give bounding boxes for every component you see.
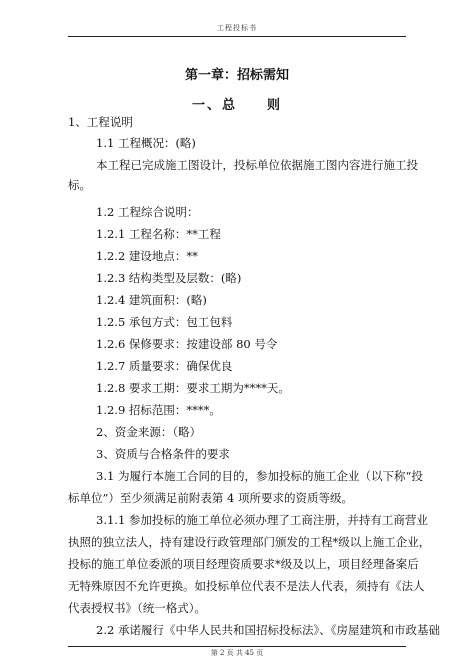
item-1-2-8: 1.2.8 要求工期：要求工期为****天。: [96, 381, 290, 395]
item-1-2-2: 1.2.2 建设地点：**: [96, 249, 198, 263]
paragraph-line: 代表授权书》（统一格式）。: [68, 601, 206, 615]
item-3-1: 3.1 为履行本施工合同的目的，参加投标的施工企业（以下称“投: [96, 469, 423, 483]
item-1-2-7: 1.2.7 质量要求：确保优良: [96, 359, 233, 373]
item-1-2-1: 1.2.1 工程名称：**工程: [96, 227, 221, 241]
paragraph-line: 执照的独立法人，持有建设行政管理部门颁发的工程*级以上施工企业，: [68, 535, 431, 549]
item-1-2-6: 1.2.6 保修要求：按建设部 80 号令: [96, 337, 278, 351]
page-footer: 第 2 页 共 45 页: [68, 646, 406, 659]
heading-project-description: 1、工程说明: [68, 115, 133, 129]
item-1-2-4: 1.2.4 建筑面积：(略): [96, 293, 207, 307]
item-2-2: 2.2 承诺履行《中华人民共和国招标投标法》、《房屋建筑和市政基础: [96, 623, 440, 637]
item-1-2: 1.2 工程综合说明：: [96, 205, 199, 219]
paragraph-line: 标。: [68, 178, 91, 192]
paragraph-line: 投标的施工单位委派的项目经理资质要求*级及以上，项目经理备案后: [68, 557, 419, 571]
item-1-2-3: 1.2.3 结构类型及层数：(略): [96, 271, 242, 285]
paragraph-line: 标单位”）至少须满足前附表第 4 项所要求的资质等级。: [68, 491, 354, 505]
item-1-2-9: 1.2.9 招标范围：****。: [96, 403, 221, 417]
item-3-1-1: 3.1.1 参加投标的施工单位必须办理了工商注册，并持有工商营业: [96, 513, 428, 527]
page-header: 工程投标书: [68, 22, 406, 37]
item-1-1: 1.1 工程概况：(略): [96, 136, 196, 150]
heading-qualification: 3、资质与合格条件的要求: [96, 447, 230, 461]
paragraph-line: 本工程已完成施工图设计，投标单位依据施工图内容进行施工投: [96, 158, 418, 172]
paragraph-line: 无特殊原因不允许更换。如投标单位代表不是法人代表，须持有《法人: [68, 579, 425, 593]
item-1-2-5: 1.2.5 承包方式：包工包料: [96, 315, 233, 329]
section-title: 一、总 则: [191, 98, 282, 113]
chapter-title: 第一章：招标需知: [184, 68, 289, 83]
heading-funding: 2、资金来源：（略）: [96, 425, 202, 439]
